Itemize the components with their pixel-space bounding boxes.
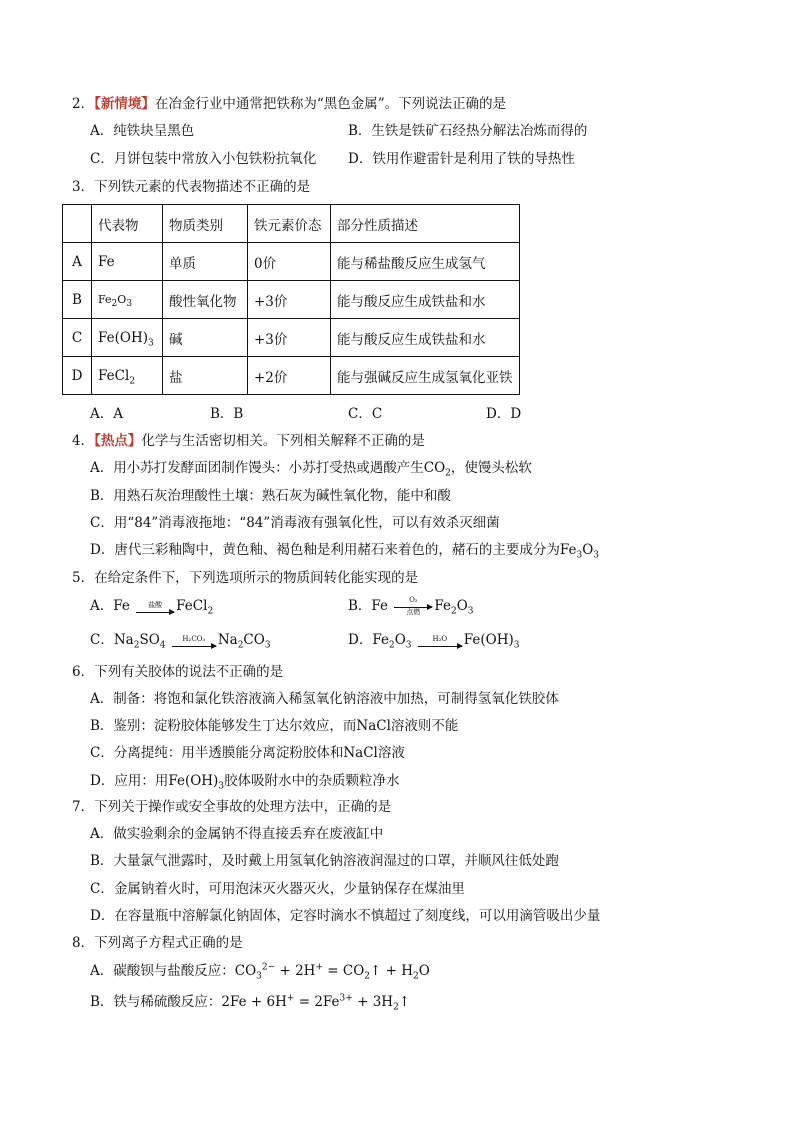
q3-table (62, 204, 520, 395)
row-label: D (63, 357, 92, 395)
q6-option-c: C．分离提纯：用半透膜能分离淀粉胶体和NaCl溶液 (90, 745, 405, 761)
valence-cell: 0价 (248, 243, 331, 281)
question-text: 在冶金行业中通常把铁称为“黑色金属”。下列说法正确的是 (154, 96, 507, 112)
substance-cell: FeCl$_2$ (92, 357, 163, 395)
reaction-arrow-icon: H₂CO₃ (172, 635, 216, 647)
q4-option-c: C．用“84”消毒液拖地：“84”消毒液有强氧化性，可以有效杀灭细菌 (90, 515, 500, 531)
category-cell: 单质 (163, 243, 248, 281)
question-7-stem: 7．下列关于操作或安全事故的处理方法中，正确的是 (72, 799, 392, 815)
description-cell: 能与酸反应生成铁盐和水 (331, 281, 520, 319)
q3-option-a: A．A (90, 406, 123, 422)
reaction-arrow-icon: H₂O (418, 635, 462, 647)
row-label: B (63, 281, 92, 319)
substance-cell: $Fe_2O_3$ (92, 281, 163, 319)
q6-option-d: D．应用：用$Fe(OH)_3$胶体吸附水中的杂质颗粒净水 (90, 773, 400, 792)
q2-option-b: B．生铁是铁矿石经热分解法冶炼而得的 (348, 123, 588, 139)
description-cell: 能与强碱反应生成氢氧化亚铁 (331, 357, 520, 395)
reaction-arrow-icon: O₂ 点燃 (394, 596, 432, 617)
question-2-stem (72, 94, 506, 114)
q7-option-b: B．大量氯气泄露时，及时戴上用氢氧化钠溶液润湿过的口罩，并顺风往低处跑 (90, 853, 559, 869)
valence-cell: +3价 (248, 281, 331, 319)
category-cell: 酸性氧化物 (163, 281, 248, 319)
q5-option-c: C．$Na_2SO_4$ H₂CO₃ $Na_2CO_3$ (90, 632, 271, 651)
description-cell: 能与酸反应生成铁盐和水 (331, 319, 520, 357)
q7-option-c: C．金属钠着火时，可用泡沫灭火器灭火，少量钠保存在煤油里 (90, 881, 465, 897)
q2-option-c: C．月饼包装中常放入小包铁粉抗氧化 (90, 151, 317, 167)
question-4-stem (72, 431, 425, 451)
q4-option-b: B．用熟石灰治理酸性土壤：熟石灰为碱性氧化物，能中和酸 (90, 488, 451, 504)
reaction-arrow-icon: 盐酸 (136, 601, 174, 613)
q2-option-a: A．纯铁块呈黑色 (90, 123, 195, 139)
q7-option-d: D．在容量瓶中溶解氯化钠固体，定容时滴水不慎超过了刻度线，可以用滴管吸出少量 (90, 908, 601, 924)
question-number: 2． (72, 96, 95, 112)
category-cell: 碱 (163, 319, 248, 357)
q5-option-b: B．Fe O₂ 点燃 $Fe_2O_3$ (348, 596, 474, 617)
table-header-row (63, 205, 520, 243)
ionic-equation: $CO_3^{2-} + 2H^+$ = $CO_2↑ + H_2O$ (234, 962, 430, 982)
table-row (63, 357, 520, 395)
row-label: C (63, 319, 92, 357)
q3-option-c: C．C (348, 406, 383, 422)
substance-cell: $Fe(OH)_3$ (92, 319, 163, 357)
q4-option-d: D．唐代三彩釉陶中，黄色釉、褐色釉是利用赭石来着色的，赭石的主要成分为$Fe_3O_3$ (90, 542, 599, 561)
table-header-cell: 物质类别 (163, 205, 248, 243)
question-8-stem: 8．下列离子方程式正确的是 (72, 935, 243, 951)
q8-option-b: B．铁与稀硫酸反应：$2Fe + 6H^+ = 2Fe^{3+}$ + $3H_2↑$ (90, 993, 411, 1013)
question-text: 化学与生活密切相关。下列相关解释不正确的是 (141, 433, 425, 449)
q6-option-b: B．鉴别：淀粉胶体能够发生丁达尔效应，而NaCl溶液则不能 (90, 718, 459, 734)
table-header-cell (63, 205, 92, 243)
table-row (63, 243, 520, 281)
q2-option-d: D．铁用作避雷针是利用了铁的导热性 (348, 151, 575, 167)
valence-cell: +3价 (248, 319, 331, 357)
question-6-stem: 6．下列有关胶体的说法不正确的是 (72, 664, 284, 680)
q3-option-d: D．D (486, 406, 522, 422)
q5-option-d: D．$Fe_2O_3$ H₂O $Fe(OH)_3$ (348, 632, 520, 651)
q8-option-a: A．碳酸钡与盐酸反应：$CO_3^{2-} + 2H^+$ = $CO_2↑ + H_2O$ (90, 962, 430, 982)
q7-option-a: A．做实验剩余的金属钠不得直接丢弃在废液缸中 (90, 826, 384, 842)
tag-hot-topic: 【热点】 (94, 433, 142, 449)
q5-option-a: A．Fe 盐酸 FeCl$_2$ (90, 598, 214, 617)
substance-cell: Fe (92, 243, 163, 281)
q3-option-b: B．B (210, 406, 244, 422)
q6-option-a: A．制备：将饱和氯化铁溶液滴入稀氢氧化钠溶液中加热，可制得氢氧化铁胶体 (90, 691, 559, 707)
row-label: A (63, 243, 92, 281)
category-cell: 盐 (163, 357, 248, 395)
table-header-cell: 部分性质描述 (331, 205, 520, 243)
table-row (63, 281, 520, 319)
q4-option-a: A．用小苏打发酵面团制作馒头：小苏打受热或遇酸产生$CO_2$，使馒头松软 (90, 460, 532, 479)
valence-cell: +2价 (248, 357, 331, 395)
description-cell: 能与稀盐酸反应生成氢气 (331, 243, 520, 281)
table-header-cell: 铁元素价态 (248, 205, 331, 243)
question-5-stem: 5．在给定条件下，下列选项所示的物质间转化能实现的是 (72, 570, 419, 586)
question-3-stem: 3．下列铁元素的代表物描述不正确的是 (72, 179, 311, 195)
tag-new-context: 【新情境】 (94, 96, 155, 112)
table-row (63, 319, 520, 357)
question-number: 4． (72, 433, 95, 449)
table-header-cell: 代表物 (92, 205, 163, 243)
ionic-equation: $2Fe + 6H^+ = 2Fe^{3+}$ + $3H_2↑$ (221, 993, 411, 1013)
